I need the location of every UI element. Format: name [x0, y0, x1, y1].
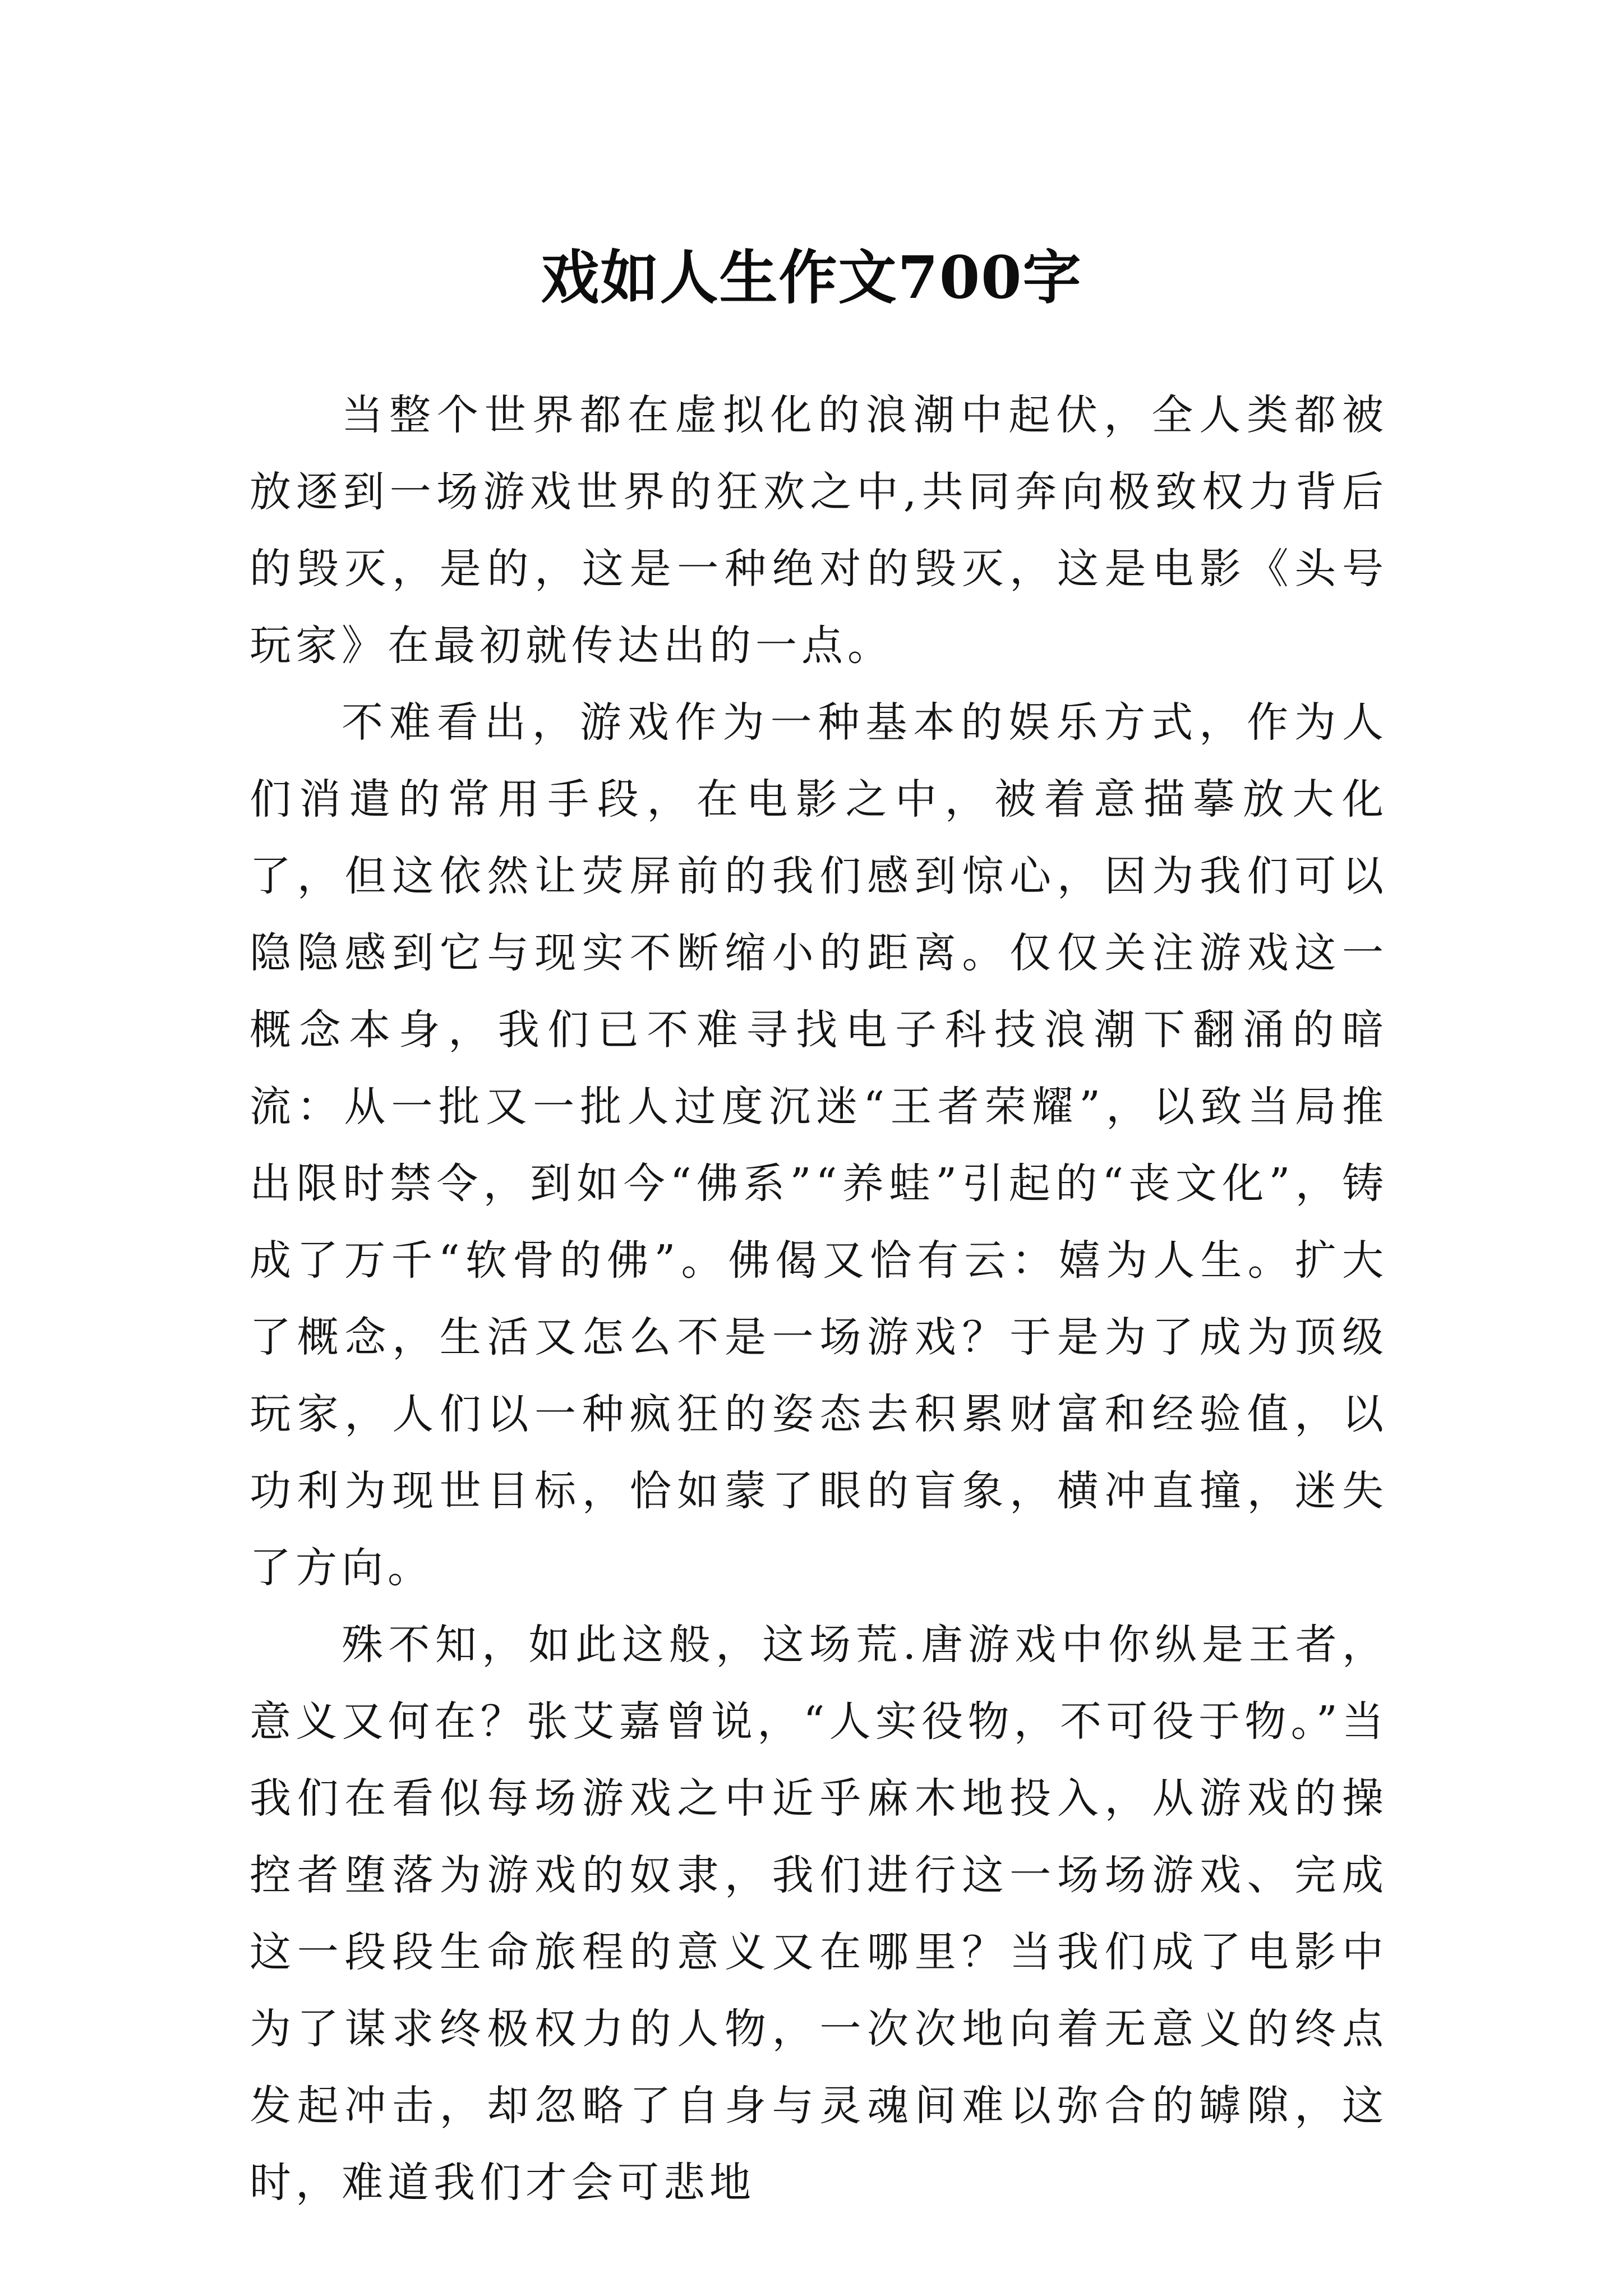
essay-body	[250, 377, 1388, 2221]
document-title: 戏如人生作文700字	[541, 242, 1082, 312]
paragraph-3: 殊不知，如此这般，这场荒.唐游戏中你纵是王者，意义又何在？张艾嘉曾说，“人实役物，不可役于物。”当我们在看似每场游戏之中近乎麻木地投入，从游戏的操控者堕落为游戏的奴隶，我们进行这一场场游戏、完成这一段段生命旅程的意义又在哪里？当我们成了电影中为了谋求终极权力的人物，一次次地向着无意义的终点发起冲击，却忽略了自身与灵魂间难以弥合的罅隙，这时，难道我们才会可悲地	[250, 1621, 1388, 2207]
paragraph-1: 当整个世界都在虚拟化的浪潮中起伏，全人类都被放逐到一场游戏世界的狂欢之中,共同奔向极致权力背后的毁灭，是的，这是一种绝对的毁灭，这是电影《头号玩家》在最初就传达出的一点。	[250, 391, 1388, 670]
paragraph-2: 不难看出，游戏作为一种基本的娱乐方式，作为人们消遣的常用手段，在电影之中，被着意描摹放大化了，但这依然让荧屏前的我们感到惊心，因为我们可以隐隐感到它与现实不断缩小的距离。仅仅关注游戏这一概念本身，我们已不难寻找电子科技浪潮下翻涌的暗流：从一批又一批人过度沉迷“王者荣耀”，以致当局推出限时禁令，到如今“佛系”“养蛙”引起的“丧文化”，铸成了万千“软骨的佛”。佛偈又恰有云：嬉为人生。扩大了概念，生活又怎么不是一场游戏？于是为了成为顶级玩家，人们以一种疯狂的姿态去积累财富和经验值，以功利为现世目标，恰如蒙了眼的盲象，横冲直撞，迷失了方向。	[250, 698, 1388, 1592]
